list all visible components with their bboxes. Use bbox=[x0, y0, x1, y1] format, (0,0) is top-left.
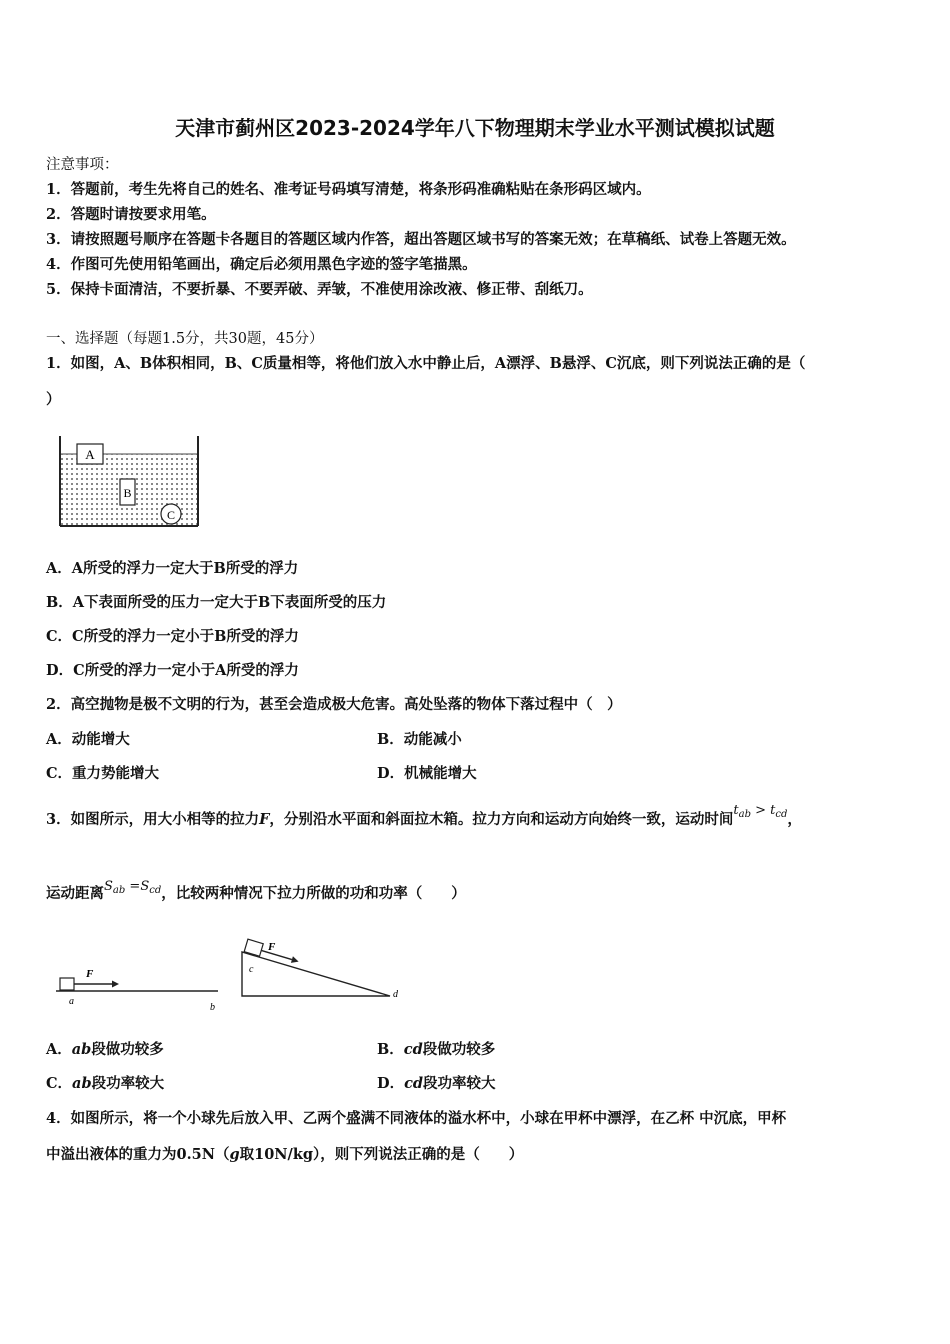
q3-option-d: D．cd段功率较大 bbox=[377, 1075, 496, 1092]
q3-stem-line2: 运动距离$S_{ab} =S_{cd}$，比较两种情况下拉力所做的功和功率（ ） bbox=[46, 879, 466, 902]
q4-stem: 4．如图所示，将一个小球先后放入甲、乙两个盛满不同液体的溢水杯中，小球在甲杯中漂浮，在乙杯 中沉底，甲杯 bbox=[46, 1110, 787, 1127]
q3-option-b: B．cd段做功较多 bbox=[377, 1041, 496, 1058]
block-a-label: A bbox=[85, 447, 95, 462]
notice-item: 1．答题前，考生先将自己的姓名、准考证号码填写清楚，将条形码准确粘贴在条形码区域内。 bbox=[46, 181, 651, 198]
block-b-label: B bbox=[123, 486, 132, 500]
q1-option-a: A．A所受的浮力一定大于B所受的浮力 bbox=[46, 560, 299, 577]
q1-option-b: B．A下表面所受的压力一定大于B下表面所受的压力 bbox=[46, 594, 387, 611]
q3-stem: 3．如图所示，用大小相等的拉力F，分别沿水平面和斜面拉木箱。拉力方向和运动方向始终一致，运动时间$t_{ab} > t_{cd}$， bbox=[46, 803, 802, 828]
q2-option-a: A．动能增大 bbox=[46, 731, 130, 748]
force-label: F bbox=[268, 941, 276, 953]
point-c-label: c bbox=[249, 964, 254, 975]
q3-option-c: C．ab段功率较大 bbox=[46, 1075, 165, 1092]
point-a-label: a bbox=[69, 996, 74, 1007]
q3-incline-pull-figure bbox=[232, 934, 412, 1014]
section-heading: 一、选择题（每题1.5分，共30题，45分） bbox=[46, 331, 324, 347]
ball-c-label: C bbox=[166, 508, 176, 522]
q1-option-c: C．C所受的浮力一定小于B所受的浮力 bbox=[46, 628, 299, 645]
q4-stem-line2: 中溢出液体的重力为0.5N（g取10N/kg），则下列说法正确的是（ ） bbox=[46, 1146, 524, 1163]
q1-stem: 1．如图，A、B体积相同，B、C质量相等，将他们放入水中静止后，A漂浮、B悬浮、C沉底，则下列说法正确的是（ bbox=[46, 355, 806, 372]
q3-horizontal-pull-figure bbox=[52, 940, 222, 1015]
q2-option-b: B．动能减小 bbox=[377, 731, 462, 748]
q1-option-d: D．C所受的浮力一定小于A所受的浮力 bbox=[46, 662, 299, 679]
point-d-label: d bbox=[393, 989, 398, 1000]
page-title: 天津市蓟州区2023-2024学年八下物理期末学业水平测试模拟试题 bbox=[175, 116, 775, 140]
q1-water-tank-figure bbox=[55, 432, 207, 532]
point-b-label: b bbox=[210, 1002, 215, 1013]
q2-stem: 2．高空抛物是极不文明的行为，甚至会造成极大危害。高处坠落的物体下落过程中（ ） bbox=[46, 696, 622, 713]
crate bbox=[60, 978, 74, 990]
q3-option-a: A．ab段做功较多 bbox=[46, 1041, 164, 1058]
notice-item: 5．保持卡面清洁，不要折暴、不要弄破、弄皱，不准使用涂改液、修正带、刮纸刀。 bbox=[46, 281, 593, 298]
force-label: F bbox=[86, 968, 94, 980]
notice-item: 3．请按照题号顺序在答题卡各题目的答题区域内作答，超出答题区域书写的答案无效；在草稿纸、试卷上答题无效。 bbox=[46, 231, 796, 248]
q2-option-d: D．机械能增大 bbox=[377, 765, 477, 782]
notice-heading: 注意事项： bbox=[46, 157, 119, 173]
force-arrow bbox=[261, 950, 292, 959]
q2-option-c: C．重力势能增大 bbox=[46, 765, 160, 782]
notice-item: 2．答题时请按要求用笔。 bbox=[46, 206, 216, 223]
notice-item: 4．作图可先使用铅笔画出，确定后必须用黑色字迹的签字笔描黑。 bbox=[46, 256, 477, 273]
q1-stem-end: ） bbox=[46, 391, 61, 408]
